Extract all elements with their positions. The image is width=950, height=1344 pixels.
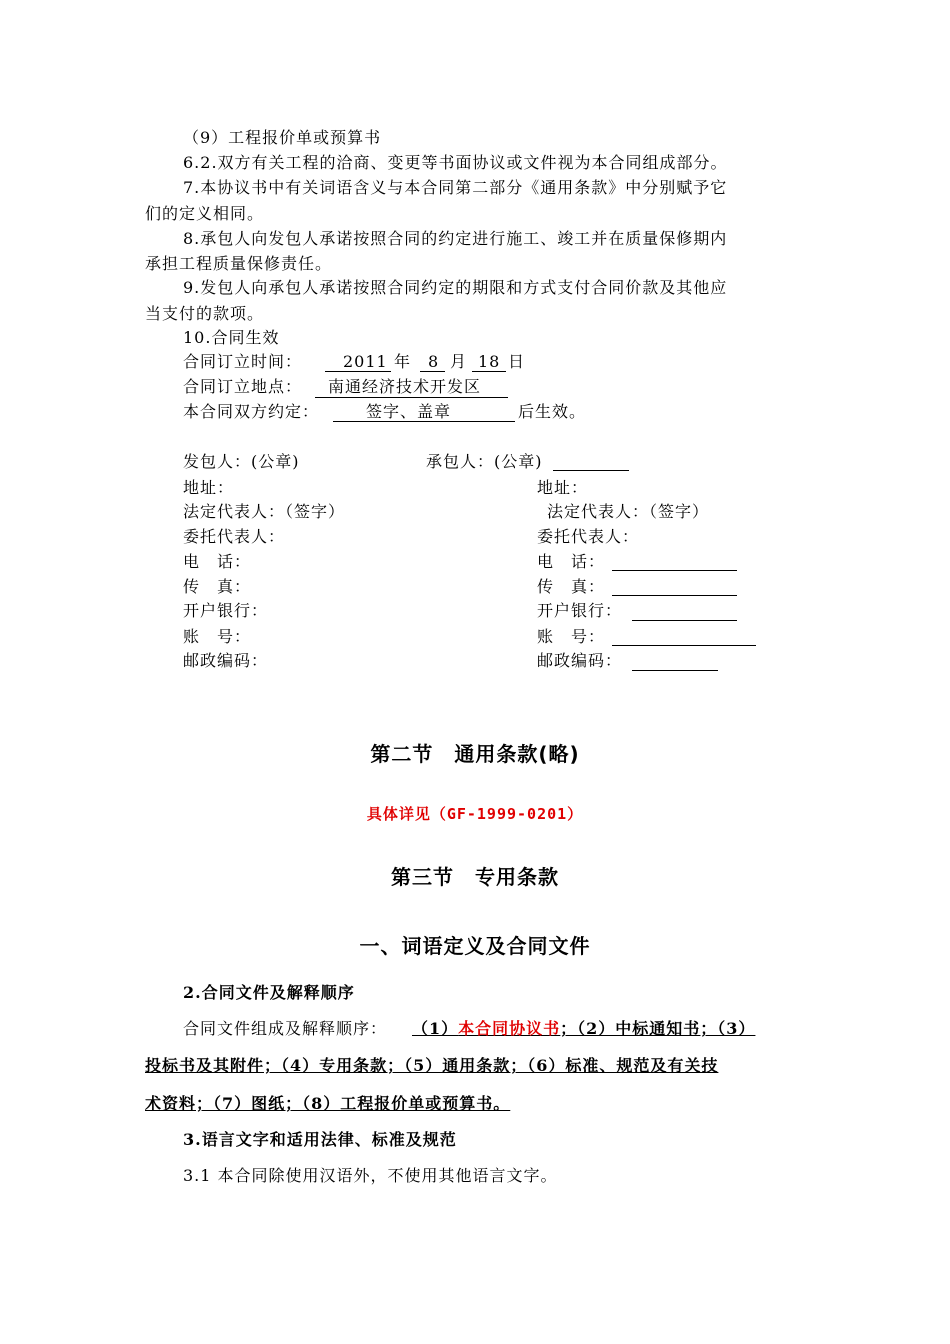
contractor-fax: 传 真： [537, 577, 606, 596]
contractor-postcode-blank [632, 670, 718, 671]
sign-time-label: 合同订立时间： [183, 352, 303, 371]
sign-place-label: 合同订立地点： [183, 377, 303, 396]
section-3-title: 第三节 专用条款 [391, 865, 559, 889]
clause-3-1: 3.1 本合同除使用汉语外，不使用其他语言文字。 [183, 1166, 558, 1185]
contractor-legal-rep: 法定代表人：（签字） [547, 502, 710, 521]
clause-10: 10.合同生效 [183, 328, 280, 347]
effect-value: 签字、盖章 [366, 402, 452, 421]
item-9: （9）工程报价单或预算书 [183, 128, 382, 147]
contractor-bank-blank [632, 620, 737, 621]
effect-label: 本合同双方约定： [183, 402, 320, 421]
contractor-label: 承包人：(公章) [426, 452, 543, 471]
sign-year: 2011 [343, 352, 388, 371]
year-unit: 年 [394, 352, 412, 371]
contractor-bank: 开户银行： [537, 601, 623, 620]
order-item-2-3: ；（2）中标通知书；（3） [560, 1019, 756, 1038]
day-unit: 日 [508, 352, 526, 371]
contractor-address: 地址： [537, 478, 589, 497]
sign-place-underline [315, 397, 508, 398]
order-line-3: 术资料；（7）图纸；（8）工程报价单或预算书。 [145, 1094, 511, 1113]
contractor-account-blank [612, 645, 756, 646]
order-label: 合同文件组成及解释顺序： [183, 1019, 388, 1038]
section-2-note: 具体详见（GF-1999-0201） [366, 805, 584, 823]
employer-label: 发包人：(公章) [183, 452, 300, 471]
clause-7-line2: 们的定义相同。 [145, 204, 265, 223]
employer-postcode: 邮政编码： [183, 651, 269, 670]
contractor-phone-blank [612, 570, 737, 571]
clause-8-line1: 8.承包人向发包人承诺按照合同的约定进行施工、竣工并在质量保修期内 [183, 229, 728, 248]
month-unit: 月 [450, 352, 468, 371]
contractor-account: 账 号： [537, 627, 606, 646]
contractor-phone: 电 话： [537, 552, 606, 571]
section-3-subtitle: 一、词语定义及合同文件 [359, 934, 591, 958]
contractor-postcode: 邮政编码： [537, 651, 623, 670]
contractor-agent: 委托代表人： [537, 527, 640, 546]
clause-6-2: 6.2.双方有关工程的洽商、变更等书面协议或文件视为本合同组成部分。 [183, 153, 728, 172]
sign-month: 8 [428, 352, 440, 371]
section-2-title: 第二节 通用条款(略) [370, 742, 580, 766]
employer-agent: 委托代表人： [183, 527, 286, 546]
clause-9-line1: 9.发包人向承包人承诺按照合同约定的期限和方式支付合同价款及其他应 [183, 278, 728, 297]
sign-day: 18 [478, 352, 501, 371]
effect-suffix: 后生效。 [518, 402, 587, 421]
employer-legal-rep: 法定代表人：（签字） [183, 502, 346, 521]
order-item-1-num: （1） [412, 1019, 459, 1038]
clause-8-line2: 承担工程质量保修责任。 [145, 254, 333, 273]
order-item-1-text: 本合同协议书 [458, 1019, 561, 1038]
heading-language-law: 3.语言文字和适用法律、标准及规范 [183, 1130, 457, 1149]
order-line-2: 投标书及其附件；（4）专用条款；（5）通用条款；（6）标准、规范及有关技 [145, 1056, 719, 1075]
clause-7-line1: 7.本协议书中有关词语含义与本合同第二部分《通用条款》中分别赋予它 [183, 178, 728, 197]
order-item-1 [412, 1019, 755, 1039]
employer-bank: 开户银行： [183, 601, 269, 620]
employer-address: 地址： [183, 478, 235, 497]
employer-phone: 电 话： [183, 552, 252, 571]
employer-fax: 传 真： [183, 577, 252, 596]
clause-9-line2: 当支付的款项。 [145, 304, 265, 323]
employer-account: 账 号： [183, 627, 252, 646]
contractor-fax-blank [612, 595, 737, 596]
sign-place: 南通经济技术开发区 [328, 377, 482, 396]
contractor-underline [553, 470, 629, 471]
heading-contract-documents: 2.合同文件及解释顺序 [183, 983, 355, 1002]
